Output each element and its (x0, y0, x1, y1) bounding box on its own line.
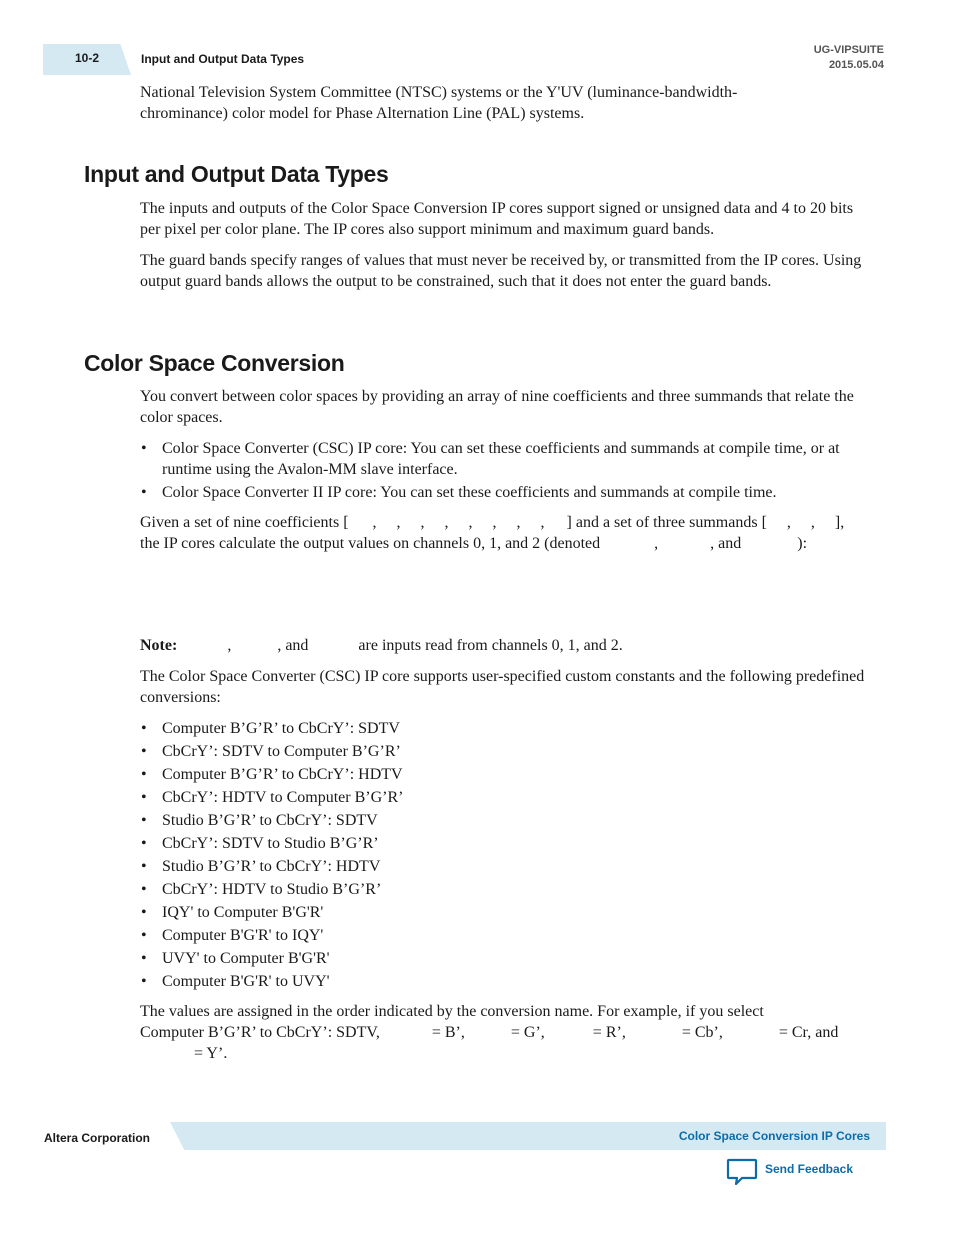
given-comma: , (420, 514, 425, 531)
given-comma: , (372, 514, 377, 531)
list-item: • IQY' to Computer B'G'R' (140, 902, 870, 923)
order-paragraph (140, 1001, 870, 1064)
order-line-1: The values are assigned in the order indicated by the conversion name. For example, if you select (140, 1003, 764, 1020)
list-item: • Computer B'G'R' to UVY' (140, 971, 870, 992)
order-text-b: = B’, (431, 1024, 465, 1041)
list-item: • UVY' to Computer B'G'R' (140, 948, 870, 969)
predefined-conversions-list (140, 718, 870, 994)
csc-paragraph-1: You convert between color spaces by providing an array of nine coefficients and three summands that relate the color spaces. (140, 388, 854, 426)
order-text-c: = G’, (510, 1024, 545, 1041)
speech-bubble-icon[interactable] (726, 1158, 758, 1186)
order-text-a: Computer B’G’R’ to CbCrY’: SDTV, (140, 1024, 380, 1041)
order-text-f: = Cr, and (778, 1024, 839, 1041)
list-item: • Computer B’G’R’ to CbCrY’: HDTV (140, 764, 870, 785)
order-text-e: = Cb’, (681, 1024, 723, 1041)
order-text-g: = Y’. (194, 1045, 228, 1062)
given-comma: , (492, 514, 497, 531)
list-item: • Studio B’G’R’ to CbCrY’: HDTV (140, 856, 870, 877)
given-comma: , (516, 514, 521, 531)
csc-supports-paragraph: The Color Space Converter (CSC) IP core supports user-specified custom constants and the following predefined conversions: (140, 668, 865, 706)
list-item: • Color Space Converter II IP core: You can set these coefficients and summands at compile time. (140, 482, 870, 503)
given-text-c: ], (834, 514, 845, 531)
document-id-block (814, 43, 884, 73)
given-text-b: ] and a set of three summands [ (566, 514, 767, 531)
heading-color-space-conversion: Color Space Conversion (84, 350, 345, 376)
list-item: • CbCrY’: HDTV to Computer B’G’R’ (140, 787, 870, 808)
list-item: • Studio B’G’R’ to CbCrY’: SDTV (140, 810, 870, 831)
given-text-a: Given a set of nine coefficients [ (140, 514, 349, 531)
given-comma: , (810, 514, 815, 531)
given-comma: , (468, 514, 473, 531)
io-paragraph-2: The guard bands specify ranges of values that must never be received by, or transmitted from the IP cores. Using output guard bands allows the output to be constrained, such that it does not enter the guard bands. (140, 252, 862, 290)
list-item: • Computer B'G'R' to IQY' (140, 925, 870, 946)
note-and: , and (277, 637, 309, 654)
given-and: , and (710, 535, 742, 552)
note-text: are inputs read from channels 0, 1, and 2. (358, 637, 623, 654)
footer-document-title[interactable]: Color Space Conversion IP Cores (678, 1129, 870, 1143)
given-comma: , (396, 514, 401, 531)
list-item: • Computer B’G’R’ to CbCrY’: SDTV (140, 718, 870, 739)
heading-input-output-data-types: Input and Output Data Types (84, 161, 389, 187)
io-paragraph-1: The inputs and outputs of the Color Space Conversion IP cores support signed or unsigned data and 4 to 20 bits per pixel per color plane. The IP cores also support minimum and maximum guard bands. (140, 200, 854, 238)
note-label: Note: (140, 637, 178, 654)
note-paragraph (140, 635, 870, 656)
running-header-title: Input and Output Data Types (141, 52, 305, 66)
send-feedback-link[interactable]: Send Feedback (765, 1162, 854, 1176)
list-item: • Color Space Converter (CSC) IP core: You can set these coefficients and summands at compile time, or at runtime using the Avalon-MM slave interface. (140, 438, 870, 480)
intro-line-1: National Television System Committee (NTSC) systems or the Y'UV (luminance-bandwidth- (140, 84, 738, 101)
given-comma: , (444, 514, 449, 531)
list-item: • CbCrY’: SDTV to Studio B’G’R’ (140, 833, 870, 854)
given-line-2: the IP cores calculate the output values on channels 0, 1, and 2 (denoted (140, 535, 601, 552)
intro-paragraph (140, 82, 870, 124)
given-end: ): (797, 535, 808, 552)
given-comma: , (654, 535, 659, 552)
page-number: 10-2 (75, 51, 100, 65)
list-item: • CbCrY’: SDTV to Computer B’G’R’ (140, 741, 870, 762)
list-item: • CbCrY’: HDTV to Studio B’G’R’ (140, 879, 870, 900)
csc-ip-core-list (140, 438, 870, 505)
footer-company: Altera Corporation (44, 1131, 151, 1145)
given-comma: , (786, 514, 791, 531)
document-id: UG-VIPSUITE (813, 44, 884, 56)
given-paragraph (140, 512, 870, 554)
order-text-d: = R’, (592, 1024, 626, 1041)
document-date: 2015.05.04 (828, 59, 884, 71)
given-comma: , (540, 514, 545, 531)
intro-line-2: chrominance) color model for Phase Alternation Line (PAL) systems. (140, 105, 585, 122)
note-comma: , (227, 637, 232, 654)
